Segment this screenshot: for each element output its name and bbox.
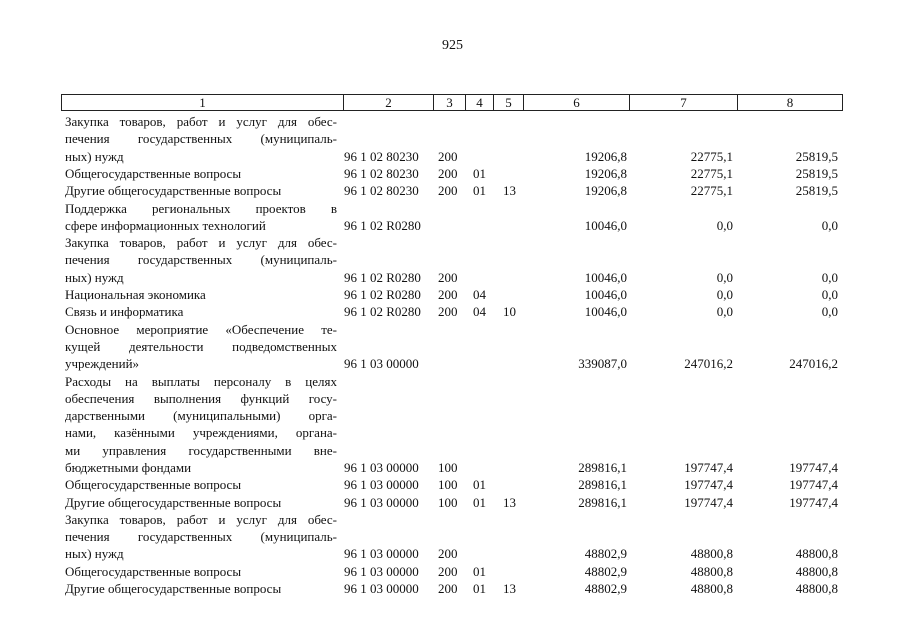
row-amount-col8: 25819,5 (795, 165, 838, 181)
row-amount-col6: 10046,0 (584, 287, 627, 302)
row-code: 96 1 03 00000 (344, 356, 419, 372)
row-amount-col8: 48800,8 (795, 581, 838, 597)
description-line: Другие общегосударственные вопросы (65, 581, 282, 597)
table-row (0, 476, 905, 493)
row-code: 96 1 03 00000 (344, 494, 419, 510)
table-row (0, 563, 905, 580)
table-row (0, 511, 905, 563)
row-expense-type: 200 (438, 148, 458, 164)
row-amount-col7: 22775,1 (690, 183, 733, 199)
table-row (0, 234, 905, 286)
row-description (65, 234, 337, 286)
description-line: Национальная экономика (65, 287, 206, 302)
description-line: Общегосударственные вопросы (65, 165, 242, 181)
description-line: печения государственных (муниципаль- (65, 131, 337, 147)
description-line: печения государственных (муниципаль- (65, 252, 337, 268)
row-code: 96 1 03 00000 (344, 546, 419, 562)
row-expense-type: 200 (438, 581, 458, 597)
row-code: 96 1 02 R0280 (344, 269, 421, 285)
row-amount-col7: 0,0 (716, 269, 733, 285)
row-subsection: 13 (503, 494, 516, 510)
row-description (65, 511, 337, 563)
row-amount-col6: 289816,1 (578, 494, 627, 510)
row-description (65, 182, 337, 199)
row-amount-col6: 48802,9 (584, 546, 627, 562)
row-description (65, 580, 337, 597)
description-line: учреждений» (65, 356, 140, 372)
row-amount-col8: 48800,8 (795, 563, 838, 579)
row-amount-col6: 10046,0 (584, 217, 627, 233)
row-amount-col7: 48800,8 (690, 546, 733, 562)
description-line: Расходы на выплаты персоналу в целях (65, 373, 337, 389)
table-row (0, 286, 905, 303)
row-amount-col8: 197747,4 (789, 460, 838, 475)
row-amount-col6: 48802,9 (584, 581, 627, 597)
row-amount-col6: 19206,8 (584, 165, 627, 181)
table-row (0, 580, 905, 597)
description-line: бюджетными фондами (65, 459, 192, 475)
row-amount-col8: 247016,2 (789, 356, 838, 372)
row-description (65, 113, 337, 165)
row-amount-col7: 22775,1 (690, 148, 733, 164)
row-amount-col6: 10046,0 (584, 304, 627, 320)
row-amount-col7: 48800,8 (690, 563, 733, 579)
description-line: ных) нужд (65, 269, 124, 285)
description-line: Закупка товаров, работ и услуг для обес- (65, 511, 337, 527)
row-subsection: 13 (503, 581, 516, 597)
row-section: 01 (473, 581, 486, 597)
description-line: Связь и информатика (65, 304, 184, 320)
row-amount-col7: 22775,1 (690, 165, 733, 181)
row-description (65, 373, 337, 477)
row-amount-col7: 48800,8 (690, 581, 733, 597)
row-section: 04 (473, 304, 486, 320)
table-row (0, 113, 905, 165)
description-line: обеспечения выполнения функций госу- (65, 390, 337, 406)
row-amount-col6: 289816,1 (578, 477, 627, 493)
row-amount-col8: 0,0 (821, 304, 838, 320)
row-code: 96 1 03 00000 (344, 477, 419, 493)
row-amount-col6: 19206,8 (584, 148, 627, 164)
row-amount-col8: 25819,5 (795, 183, 838, 199)
description-line: Закупка товаров, работ и услуг для обес- (65, 114, 337, 129)
description-line: дарственными (муниципальными) орга- (65, 408, 337, 424)
row-expense-type: 100 (438, 460, 458, 475)
table-row (0, 303, 905, 320)
table-row (0, 373, 905, 477)
description-line: Основное мероприятие «Обеспечение те- (65, 321, 337, 337)
description-line: Поддержка региональных проектов в (65, 200, 337, 216)
row-description (65, 286, 337, 303)
table-row (0, 321, 905, 373)
table-header (61, 94, 843, 111)
description-line: ми управления государственными вне- (65, 442, 337, 458)
description-line: Закупка товаров, работ и услуг для обес- (65, 235, 337, 251)
row-description (65, 321, 337, 373)
description-line: сфере информационных технологий (65, 217, 266, 233)
row-description (65, 165, 337, 182)
row-amount-col7: 197747,4 (684, 477, 733, 493)
row-amount-col6: 19206,8 (584, 183, 627, 199)
row-amount-col6: 48802,9 (584, 563, 627, 579)
row-description (65, 494, 337, 511)
row-code: 96 1 03 00000 (344, 563, 419, 579)
row-expense-type: 200 (438, 546, 458, 562)
row-amount-col8: 48800,8 (795, 546, 838, 562)
row-description (65, 303, 337, 320)
row-code: 96 1 03 00000 (344, 460, 419, 475)
header-col-3: 3 (434, 95, 466, 110)
header-col-2: 2 (344, 95, 434, 110)
row-section: 01 (473, 165, 486, 181)
row-section: 01 (473, 477, 486, 493)
description-line: ных) нужд (65, 546, 124, 562)
header-col-4: 4 (466, 95, 494, 110)
description-line: Другие общегосударственные вопросы (65, 183, 282, 199)
table-row (0, 494, 905, 511)
row-amount-col6: 289816,1 (578, 460, 627, 475)
row-description (65, 476, 337, 493)
row-description (65, 563, 337, 580)
row-code: 96 1 03 00000 (344, 581, 419, 597)
row-amount-col8: 25819,5 (795, 148, 838, 164)
description-line: Общегосударственные вопросы (65, 477, 242, 493)
header-col-8: 8 (786, 95, 794, 110)
description-line: печения государственных (муниципаль- (65, 529, 337, 545)
row-code: 96 1 02 R0280 (344, 304, 421, 320)
row-description (65, 200, 337, 235)
row-code: 96 1 02 80230 (344, 148, 419, 164)
row-amount-col7: 247016,2 (684, 356, 733, 372)
description-line: ных) нужд (65, 148, 124, 164)
row-section: 01 (473, 563, 486, 579)
row-expense-type: 200 (438, 183, 458, 199)
row-amount-col7: 0,0 (716, 217, 733, 233)
row-amount-col8: 197747,4 (789, 477, 838, 493)
header-col-5: 5 (494, 95, 524, 110)
row-amount-col7: 0,0 (716, 304, 733, 320)
row-section: 01 (473, 494, 486, 510)
table-row (0, 182, 905, 199)
description-line: нами, казёнными учреждениями, органа- (65, 425, 337, 441)
row-amount-col8: 0,0 (821, 287, 838, 302)
row-amount-col8: 0,0 (821, 269, 838, 285)
row-section: 04 (473, 287, 486, 302)
row-amount-col6: 339087,0 (578, 356, 627, 372)
table-row (0, 165, 905, 182)
row-subsection: 10 (503, 304, 516, 320)
row-amount-col7: 197747,4 (684, 460, 733, 475)
row-amount-col8: 0,0 (821, 217, 838, 233)
row-expense-type: 200 (438, 287, 458, 302)
row-code: 96 1 02 80230 (344, 183, 419, 199)
row-expense-type: 200 (438, 563, 458, 579)
header-col-7: 7 (630, 95, 738, 110)
page-number: 925 (442, 38, 463, 53)
row-expense-type: 200 (438, 304, 458, 320)
row-amount-col6: 10046,0 (584, 269, 627, 285)
table-row (0, 200, 905, 235)
row-expense-type: 100 (438, 494, 458, 510)
description-line: кущей деятельности подведомственных (65, 338, 337, 354)
header-col-1: 1 (62, 95, 344, 110)
row-code: 96 1 02 R0280 (344, 217, 421, 233)
row-expense-type: 100 (438, 477, 458, 493)
row-amount-col8: 197747,4 (789, 494, 838, 510)
row-code: 96 1 02 R0280 (344, 287, 421, 302)
description-line: Другие общегосударственные вопросы (65, 494, 282, 510)
row-expense-type: 200 (438, 165, 458, 181)
description-line: Общегосударственные вопросы (65, 563, 242, 579)
row-subsection: 13 (503, 183, 516, 199)
row-amount-col7: 197747,4 (684, 494, 733, 510)
row-expense-type: 200 (438, 269, 458, 285)
row-code: 96 1 02 80230 (344, 165, 419, 181)
row-amount-col7: 0,0 (716, 287, 733, 302)
header-col-6: 6 (524, 95, 630, 110)
row-section: 01 (473, 183, 486, 199)
